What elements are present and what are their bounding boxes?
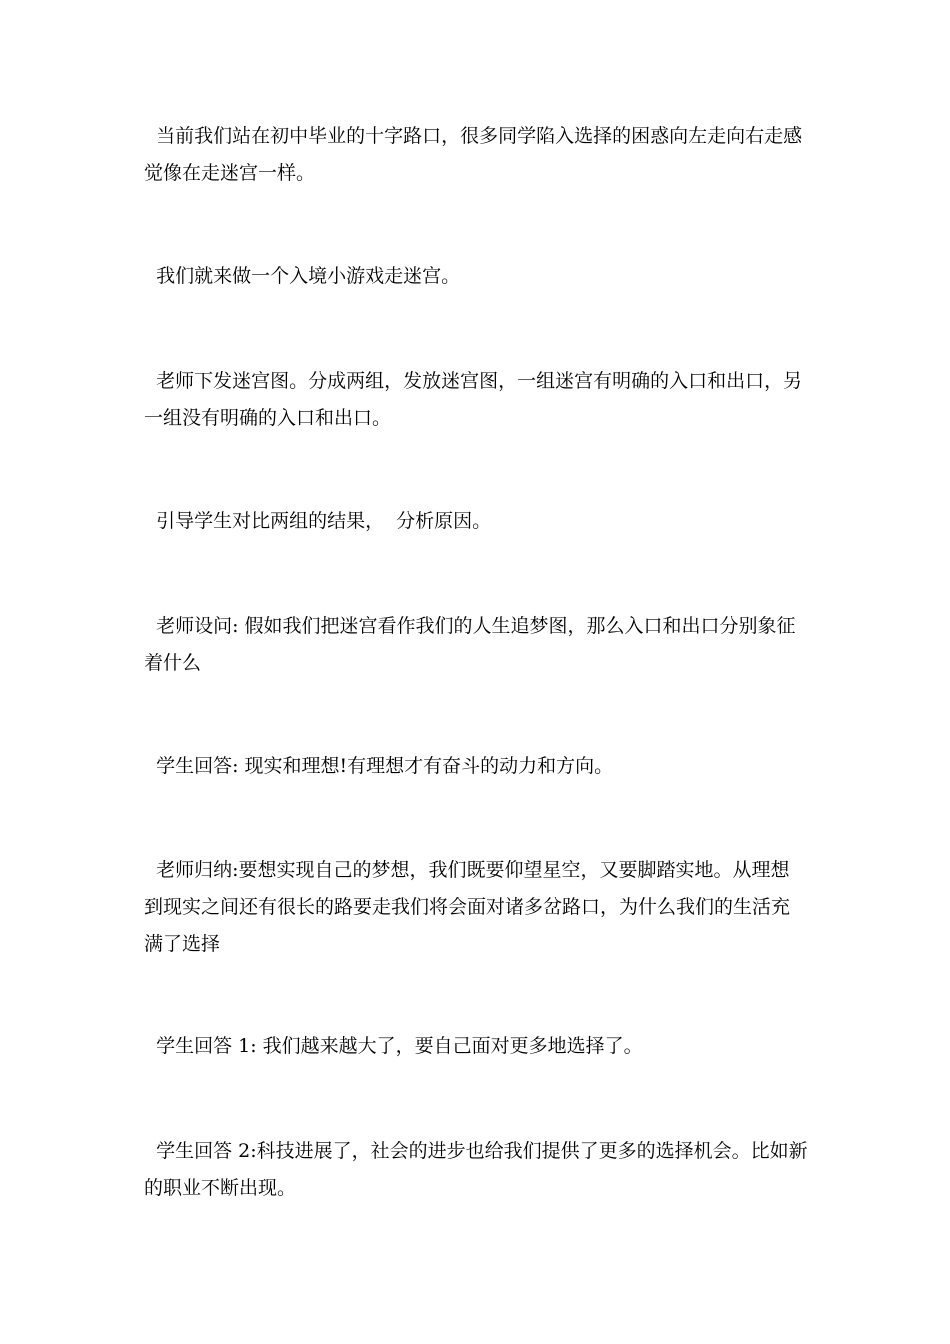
paragraph-teacher-question: 老师设问: 假如我们把迷宫看作我们的人生追梦图，那么入口和出口分别象征着什么 xyxy=(144,615,796,674)
paragraph-student-answer-2: 学生回答 2:科技进展了，社会的进步也给我们提供了更多的选择机会。比如新的职业不断出现。 xyxy=(144,1140,808,1199)
paragraph-game-intro: 我们就来做一个入境小游戏走迷宫。 xyxy=(144,265,461,287)
paragraph-student-answer: 学生回答: 现实和理想!有理想才有奋斗的动力和方向。 xyxy=(144,755,614,777)
paragraph-student-answer-1: 学生回答 1: 我们越来越大了，要自己面对更多地选择了。 xyxy=(144,1035,643,1057)
paragraph-teacher-handout: 老师下发迷宫图。分成两组，发放迷宫图，一组迷宫有明确的入口和出口，另一组没有明确的入口和出口。 xyxy=(144,370,803,429)
paragraph-compare-results: 引导学生对比两组的结果， 分析原因。 xyxy=(144,510,492,532)
paragraph-teacher-summary: 老师归纳:要想实现自己的梦想，我们既要仰望星空，又要脚踏实地。从理想到现实之间还有很长的路要走我们将会面对诸多岔路口，为什么我们的生活充满了选择 xyxy=(144,859,791,955)
paragraph-maze-intro: 当前我们站在初中毕业的十字路口，很多同学陷入选择的困惑向左走向右走感觉像在走迷宫一样。 xyxy=(144,125,803,184)
